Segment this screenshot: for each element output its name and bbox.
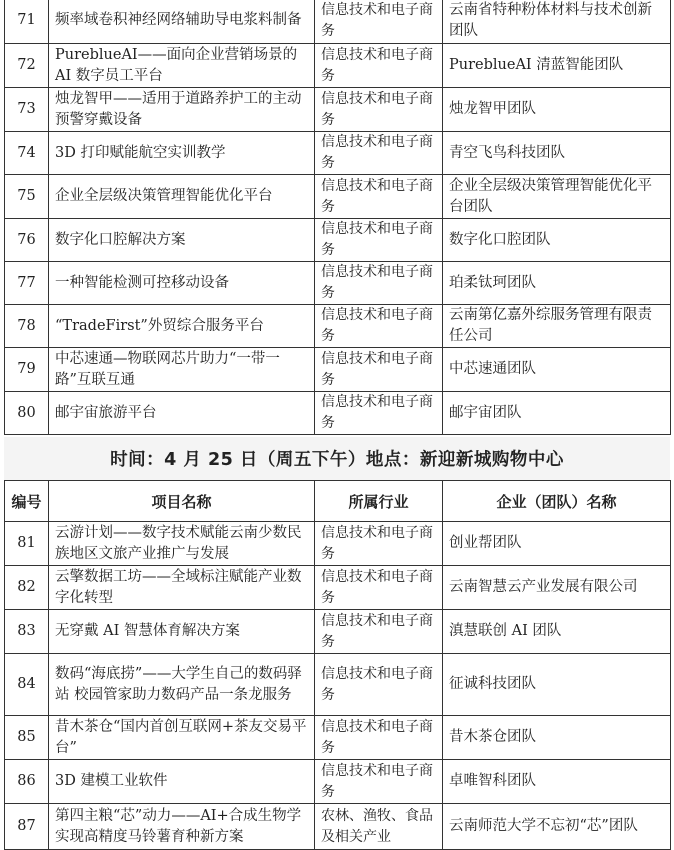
table-row: [5, 305, 671, 348]
team-name: 中芯速通团队: [443, 348, 671, 392]
row-number: 71: [5, 0, 49, 44]
table-row: [5, 175, 671, 219]
industry: 信息技术和电子商务: [315, 219, 443, 262]
table-continuation: [4, 846, 670, 850]
row-number: 87: [5, 804, 49, 850]
industry: 信息技术和电子商务: [315, 175, 443, 219]
row-number: 80: [5, 392, 49, 435]
team-name: 企业全层级决策管理智能优化平台团队: [443, 175, 671, 219]
header-project: 项目名称: [49, 481, 315, 522]
project-table-part-2: [4, 480, 671, 850]
table-body: [5, 0, 671, 435]
row-number: 72: [5, 44, 49, 88]
project-name: 数码“海底捞”——大学生自己的数码驿站 校园管家助力数码产品一条龙服务: [49, 654, 315, 716]
project-name: 3D 建模工业软件: [49, 760, 315, 804]
industry: 信息技术和电子商务: [315, 566, 443, 610]
row-number: 83: [5, 610, 49, 654]
project-name: 云擎数据工坊——全域标注赋能产业数字化转型: [49, 566, 315, 610]
table-row: [5, 348, 671, 392]
banner-time: 时间：4 月 25 日（周五下午）: [110, 450, 366, 470]
table-row: [5, 522, 671, 566]
table-body: [5, 522, 671, 850]
industry: 信息技术和电子商务: [315, 348, 443, 392]
table-row: [5, 716, 671, 760]
table-row: [5, 804, 671, 850]
row-number: 75: [5, 175, 49, 219]
industry: 信息技术和电子商务: [315, 305, 443, 348]
row-number: 86: [5, 760, 49, 804]
project-name: 企业全层级决策管理智能优化平台: [49, 175, 315, 219]
row-number: 85: [5, 716, 49, 760]
project-table-part-1: [4, 0, 671, 435]
table-row: [5, 566, 671, 610]
row-number: 79: [5, 348, 49, 392]
row-number: 77: [5, 262, 49, 305]
project-name: 烛龙智甲——适用于道路养护工的主动预警穿戴设备: [49, 88, 315, 132]
row-number: 76: [5, 219, 49, 262]
project-name: 数字化口腔解决方案: [49, 219, 315, 262]
industry: 信息技术和电子商务: [315, 44, 443, 88]
header-no: 编号: [5, 481, 49, 522]
table-row: [5, 262, 671, 305]
header-team: 企业（团队）名称: [443, 481, 671, 522]
project-name: 云游计划——数字技术赋能云南少数民族地区文旅产业推广与发展: [49, 522, 315, 566]
team-name: 创业帮团队: [443, 522, 671, 566]
industry: 信息技术和电子商务: [315, 132, 443, 175]
project-name: 邮宇宙旅游平台: [49, 392, 315, 435]
header-industry: 所属行业: [315, 481, 443, 522]
project-name: “TradeFirst”外贸综合服务平台: [49, 305, 315, 348]
team-name: 征诚科技团队: [443, 654, 671, 716]
team-name: 云南省特种粉体材料与技术创新团队: [443, 0, 671, 44]
team-name: 数字化口腔团队: [443, 219, 671, 262]
table-row: [5, 0, 671, 44]
row-number: 82: [5, 566, 49, 610]
team-name: 云南第亿嘉外综服务管理有限责任公司: [443, 305, 671, 348]
project-name: PureblueAI——面向企业营销场景的 AI 数字员工平台: [49, 44, 315, 88]
team-name: 云南师范大学不忘初“芯”团队: [443, 804, 671, 850]
industry: 信息技术和电子商务: [315, 522, 443, 566]
team-name: 青空飞鸟科技团队: [443, 132, 671, 175]
project-name: 昔木茶仓“国内首创互联网+茶友交易平台”: [49, 716, 315, 760]
table-row: [5, 760, 671, 804]
team-name: 滇慧联创 AI 团队: [443, 610, 671, 654]
team-name: 云南智慧云产业发展有限公司: [443, 566, 671, 610]
industry: 农林、渔牧、食品及相关产业: [315, 804, 443, 850]
industry: 信息技术和电子商务: [315, 716, 443, 760]
table-header-row: [5, 481, 671, 522]
project-name: 第四主粮“芯”动力——AI+合成生物学实现高精度马铃薯育种新方案: [49, 804, 315, 850]
project-name: 无穿戴 AI 智慧体育解决方案: [49, 610, 315, 654]
team-name: 昔木茶仓团队: [443, 716, 671, 760]
row-number: 73: [5, 88, 49, 132]
team-name: 珀柔钛珂团队: [443, 262, 671, 305]
row-number: 84: [5, 654, 49, 716]
table-row: [5, 132, 671, 175]
row-number: 78: [5, 305, 49, 348]
industry: 信息技术和电子商务: [315, 392, 443, 435]
row-number: 81: [5, 522, 49, 566]
project-name: 一种智能检测可控移动设备: [49, 262, 315, 305]
project-name: 频率域卷积神经网络辅助导电浆料制备: [49, 0, 315, 44]
team-name: 邮宇宙团队: [443, 392, 671, 435]
banner-place: 地点：新迎新城购物中心: [365, 450, 564, 470]
team-name: 烛龙智甲团队: [443, 88, 671, 132]
industry: 信息技术和电子商务: [315, 654, 443, 716]
table-row: [5, 44, 671, 88]
team-name: 卓唯智科团队: [443, 760, 671, 804]
industry: 信息技术和电子商务: [315, 88, 443, 132]
project-name: 中芯速通—物联网芯片助力“一带一路”互联互通: [49, 348, 315, 392]
table-row: [5, 219, 671, 262]
industry: 信息技术和电子商务: [315, 262, 443, 305]
industry: 信息技术和电子商务: [315, 610, 443, 654]
session-banner: [4, 437, 670, 480]
industry: 信息技术和电子商务: [315, 0, 443, 44]
table-row: [5, 88, 671, 132]
table-row: [5, 392, 671, 435]
industry: 信息技术和电子商务: [315, 760, 443, 804]
project-name: 3D 打印赋能航空实训教学: [49, 132, 315, 175]
table-row: [5, 610, 671, 654]
team-name: PureblueAI 清蓝智能团队: [443, 44, 671, 88]
row-number: 74: [5, 132, 49, 175]
table-row: [5, 654, 671, 716]
